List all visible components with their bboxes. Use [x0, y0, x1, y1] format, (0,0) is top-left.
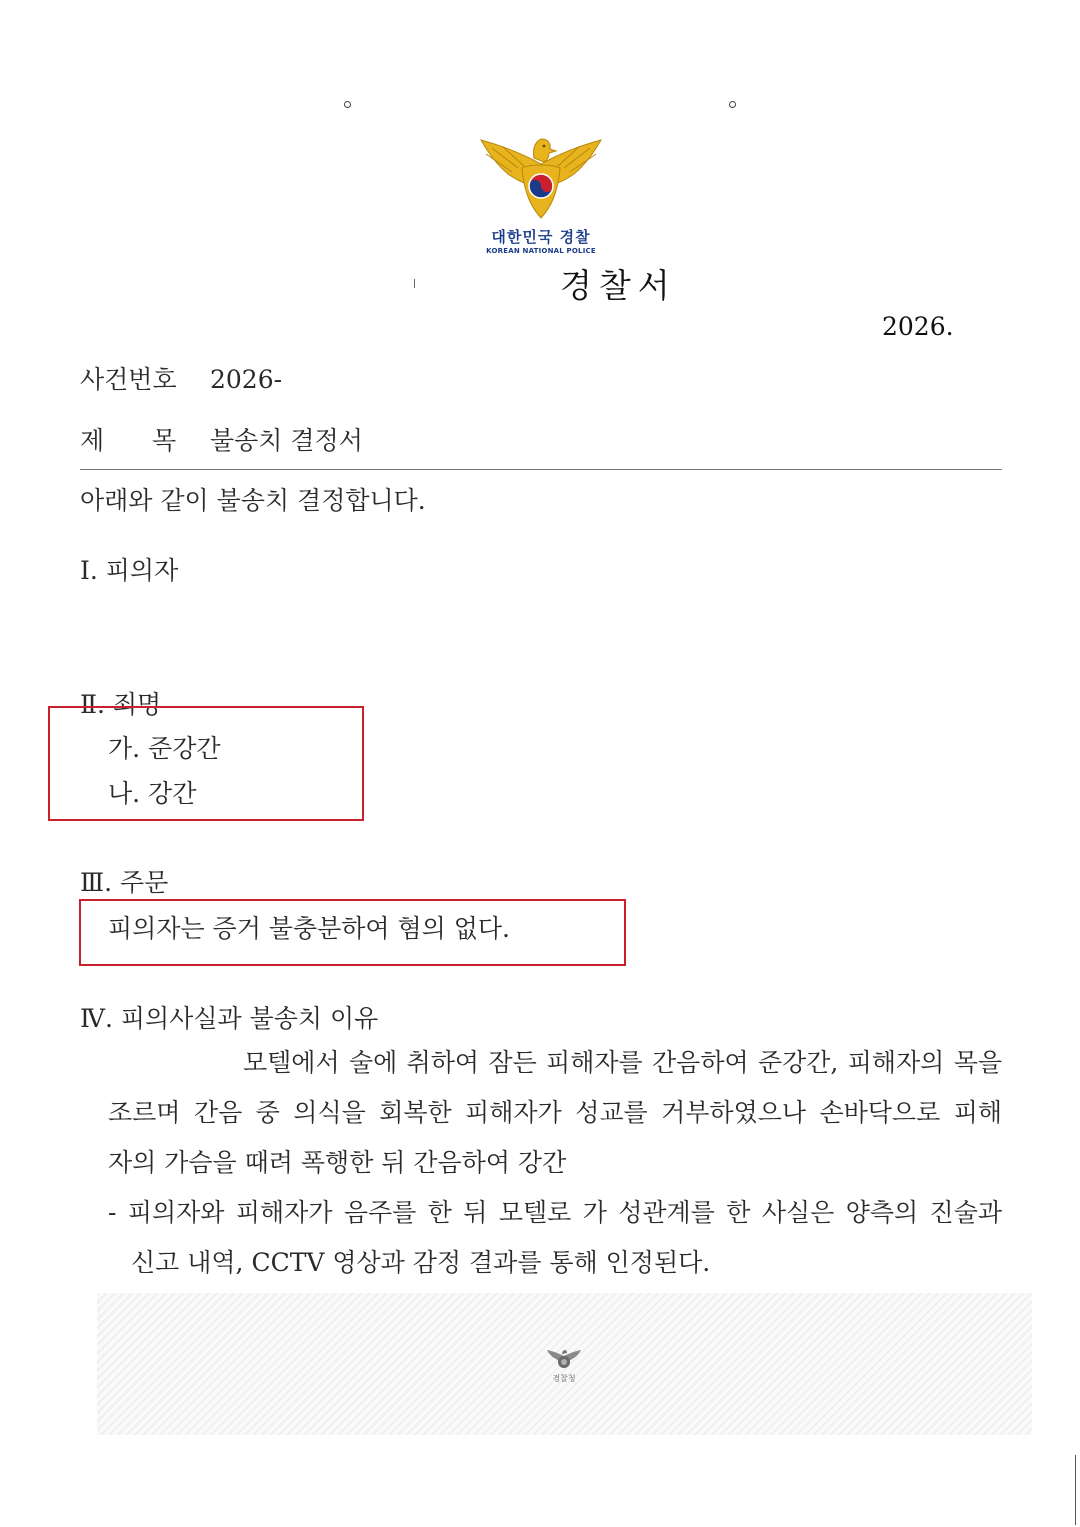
page-edge-mark [1075, 1455, 1076, 1525]
facts-paragraph-line: 조르며 간음 중 의식을 회복한 피해자가 성교를 거부하였으나 손바닥으로 피해 [108, 1098, 1002, 1127]
seal-label: 경찰청 [552, 1374, 576, 1383]
intro-text: 아래와 같이 불송치 결정합니다. [80, 486, 426, 515]
header-divider [80, 469, 1002, 470]
highlight-box-charges [48, 706, 364, 821]
section-heading-suspect: Ⅰ. 피의자 [80, 556, 179, 585]
case-number-value: 2026- [210, 365, 283, 394]
section-heading-disposition: Ⅲ. 주문 [80, 868, 169, 897]
disposition-text: 피의자는 증거 불충분하여 혐의 없다. [108, 914, 510, 943]
police-emblem-small-icon [546, 1348, 582, 1372]
highlight-box-disposition [79, 899, 626, 966]
reason-bullet-line: 신고 내역, CCTV 영상과 감정 결과를 통해 인정된다. [131, 1248, 711, 1277]
facts-paragraph-line: 모텔에서 술에 취하여 잠든 피해자를 간음하여 준강간, 피해자의 목을 [243, 1048, 1002, 1077]
margin-dot-left [344, 101, 351, 108]
subject-value: 불송치 결정서 [210, 426, 363, 455]
facts-paragraph-line: 자의 가슴을 때려 폭행한 뒤 간음하여 강간 [108, 1148, 567, 1177]
reason-bullet-line: - 피의자와 피해자가 음주를 한 뒤 모텔로 가 성관계를 한 사실은 양측의 진술과 [108, 1198, 1002, 1227]
margin-tick [414, 279, 415, 288]
emblem-english-name: KOREAN NATIONAL POLICE [486, 247, 596, 255]
agency-title: 경찰서 [560, 266, 677, 305]
police-eagle-emblem-icon [478, 134, 604, 220]
section-heading-charges: Ⅱ. 죄명 [80, 690, 162, 719]
case-number-label: 사건번호 [80, 365, 177, 394]
subject-label-first: 제 [80, 426, 105, 455]
margin-dot-right [729, 101, 736, 108]
section-heading-facts-reasons: Ⅳ. 피의사실과 불송치 이유 [80, 1004, 379, 1033]
charge-item: 나. 강간 [108, 779, 197, 808]
police-emblem [478, 134, 604, 255]
seal-area [97, 1293, 1032, 1435]
subject-label-second: 목 [152, 426, 177, 455]
charge-item: 가. 준강간 [108, 734, 221, 763]
emblem-korean-name: 대한민국 경찰 [491, 228, 591, 246]
document-date: 2026. [882, 312, 954, 341]
